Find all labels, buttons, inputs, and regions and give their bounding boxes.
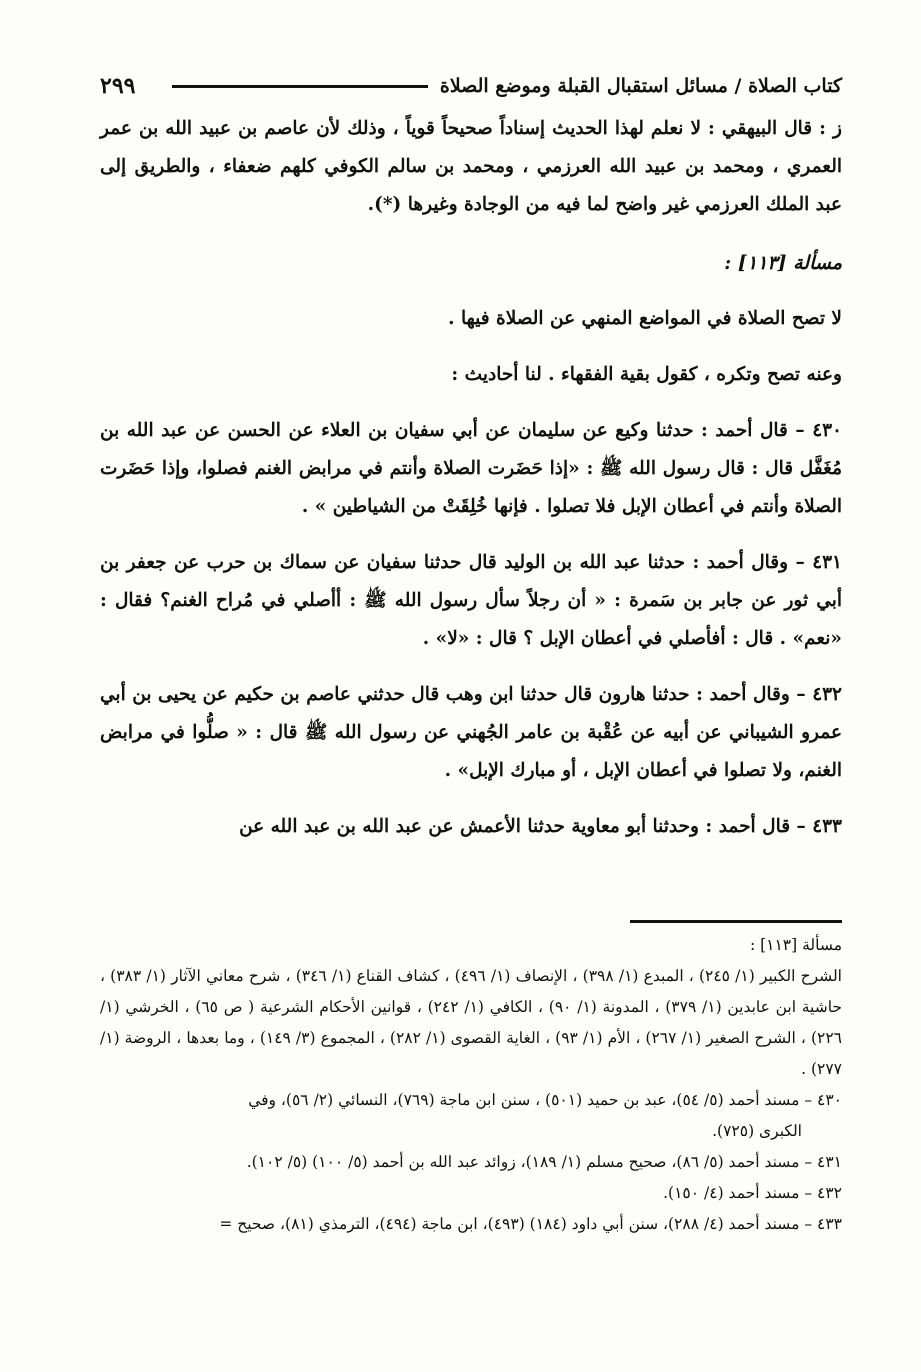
footnote-433: ٤٣٣ – مسند أحمد (٤/ ٢٨٨)، سنن أبي داود (١٨٤) (٤٩٣)، ابن ماجة (٤٩٤)، الترمذي (٨١)، صحيح = bbox=[219, 1215, 842, 1233]
hadith-433: ٤٣٣ – قال أحمد : وحدثنا أبو معاوية حدثنا الأعمش عن عبد الله بن عبد الله عن bbox=[239, 816, 842, 837]
footnote-430: ٤٣٠ – مسند أحمد (٥/ ٥٤)، عبد بن حميد (٥٠١) ، سنن ابن ماجة (٧٦٩)، النسائي (٢/ ٥٦)، وفي bbox=[248, 1091, 842, 1109]
footnote-430-cont: الكبرى (٧٢٥). bbox=[712, 1122, 802, 1140]
hadith-431: ٤٣١ – وقال أحمد : حدثنا عبد الله بن الوليد قال حدثنا سفيان عن سماك بن حرب عن جعفر بن أبي ثور عن جابر بن سَمرة : « أن رجلاً سأل رسول الله ﷺ : أأصلي في مُراح الغنم؟ فقال : «نعم» . قال : أفأصلي في أعطان الإبل ؟ قال : «لا» . bbox=[100, 552, 842, 649]
header-rule bbox=[172, 85, 428, 88]
footnotes bbox=[100, 930, 842, 1240]
ruling-text: لا تصح الصلاة في المواضع المنهي عن الصلاة فيها . bbox=[448, 308, 842, 329]
footnote-431: ٤٣١ – مسند أحمد (٥/ ٨٦)، صحيح مسلم (١/ ١٨٩)، زوائد عبد الله بن أحمد (٥/ ١٠٠) (٥/ ١٠٢). bbox=[246, 1153, 842, 1171]
hadith-432: ٤٣٢ – وقال أحمد : حدثنا هارون قال حدثنا ابن وهب قال حدثني عاصم بن حكيم عن يحيى بن أبي عمرو الشيباني عن أبيه عن عُقْبة بن عامر الجُهني عن رسول الله ﷺ قال : « صلُّوا في مرابض الغنم، ولا تصلوا في أعطان الإبل ، أو مبارك الإبل» . bbox=[100, 684, 842, 781]
footnote-issue-refs: الشرح الكبير (١/ ٢٤٥) ، المبدع (١/ ٣٩٨) ، الإنصاف (١/ ٤٩٦) ، كشاف القناع (١/ ٣٤٦) ، شرح معاني الآثار (١/ ٣٨٣) ، حاشية ابن عابدين (١/ ٣٧٩) ، المدونة (١/ ٩٠) ، الكافي (١/ ٢٤٢) ، قوانين الأحكام الشرعية ( ص ٦٥) ، الخرشي (١/ ٢٢٦) ، الشرح الصغير (١/ ٢٦٧) ، الأم (١/ ٩٣) ، الغاية القصوى (١/ ٢٨٢) ، المجموع (٣/ ١٤٩) ، وما بعدها ، الروضة (١/ ٢٧٧) . bbox=[100, 967, 843, 1078]
page-number: ٢٩٩ bbox=[100, 73, 136, 99]
running-header bbox=[100, 70, 842, 102]
hadith-430: ٤٣٠ – قال أحمد : حدثنا وكيع عن سليمان عن أبي سفيان بن العلاء عن الحسن عن عبد الله بن مُغَفَّل قال : قال رسول الله ﷺ : «إذا حَضَرت الصلاة وأنتم في مرابض الغنم فصلوا، وإذا حَضَرت الصلاة وأنتم في أعطان الإبل فلا تصلوا . فإنها خُلِقَتْ من الشياطين » . bbox=[100, 420, 842, 517]
running-title: كتاب الصلاة / مسائل استقبال القبلة وموضع الصلاة bbox=[439, 75, 842, 97]
footnote-issue-label: مسألة [١١٣] : bbox=[749, 936, 842, 954]
main-text bbox=[100, 110, 842, 846]
issue-heading: مسألة [١١٣] : bbox=[724, 252, 842, 274]
bayhaqi-note: ز : قال البيهقي : لا نعلم لهذا الحديث إسناداً صحيحاً قوياً ، وذلك لأن عاصم بن عبيد الله بن عمر العمري ، ومحمد بن عبيد الله العرزمي ، ومحمد بن سالم الكوفي كلهم ضعفاء ، والطريق إلى عبد الملك العرزمي غير واضح لما فيه من الوجادة وغيرها (*). bbox=[100, 118, 842, 215]
footnote-separator bbox=[630, 920, 842, 923]
alternate-ruling: وعنه تصح وتكره ، كقول بقية الفقهاء . لنا أحاديث : bbox=[451, 364, 842, 385]
footnote-432: ٤٣٢ – مسند أحمد (٤/ ١٥٠). bbox=[663, 1184, 842, 1202]
